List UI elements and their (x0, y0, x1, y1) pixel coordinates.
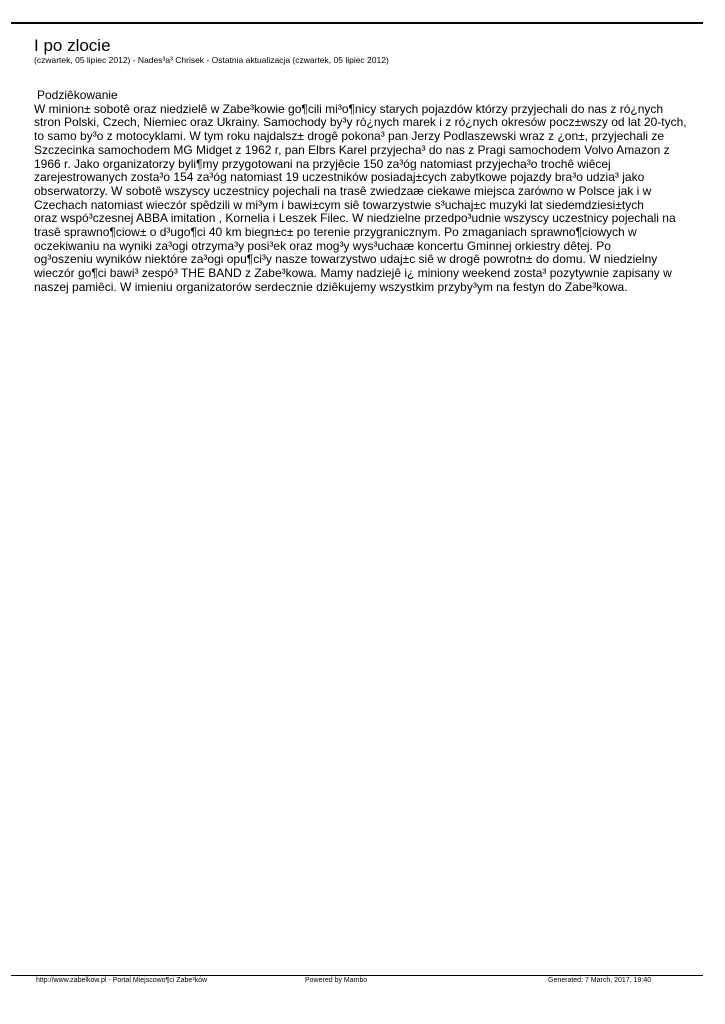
article-title: I po zlocie (34, 36, 111, 55)
header-divider (11, 22, 703, 24)
footer-powered-by: Powered by Mambo (305, 977, 368, 984)
footer-site-url: http://www.zabelkow.pl - Portal Miejscowo¶ci Zabe³ków (36, 977, 208, 984)
footer-divider (11, 975, 703, 976)
footer-generated-date: Generated: 7 March, 2017, 19:40 (548, 977, 652, 984)
article-body (34, 89, 706, 295)
article-meta: (czwartek, 05 lipiec 2012) - Nades³a³ Chrisek - Ostatnia aktualizacja (czwartek, 05 lipiec 2012) (34, 55, 389, 65)
article-heading: Podziêkowanie (37, 88, 118, 102)
article-paragraph: W minion± sobotê oraz niedzielê w Zabe³kowie go¶cili mi³o¶nicy starych pojazdów którzy przyjechali do nas z ró¿nych stron Polski, Czech, Niemiec oraz Ukrainy. Samochody by³y ró¿nych marek i z ró¿nych okresów pocz±wszy od lat 20-tych, to samo by³o z motocyklami. W tym roku najdalsz± drogê pokona³ pan Jerzy Podlaszewski wraz z ¿on±, przyjechali ze Szczecinka samochodem MG Midget z 1962 r, pan Elbrs Karel przyjecha³ do nas z Pragi samochodem Volvo Amazon z 1966 r. Jako organizatorzy byli¶my przygotowani na przyjêcie 150 za³óg natomiast przyjecha³o trochê wiêcej zarejestrowanych zosta³o 154 za³óg natomiast 19 uczestników posiadaj±cych zabytkowe pojazdy bra³o udzia³ jako obserwatorzy. W sobotê wszyscy uczestnicy pojechali na trasê zwiedzaæ ciekawe miejsca zarówno w Polsce jak i w Czechach natomiast wieczór spêdzili w mi³ym i bawi±cym siê towarzystwie s³uchaj±c muzyki lat siedemdziesi±tych oraz wspó³czesnej ABBA imitation , Kornelia i Leszek Filec. W niedzielne przedpo³udnie wszyscy uczestnicy pojechali na trasê sprawno¶ciow± o d³ugo¶ci 40 km biegn±c± po terenie przygranicznym. Po zmaganiach sprawno¶ciowych w oczekiwaniu na wyniki za³ogi otrzyma³y posi³ek oraz mog³y wys³uchaæ koncertu Gminnej orkiestry dêtej. Po og³oszeniu wyników niektóre za³ogi opu¶ci³y nasze towarzystwo udaj±c siê w drogê powrotn± do domu. W niedzielny wieczór go¶ci bawi³ zespó³ THE BAND z Zabe³kowa. Mamy nadziejê i¿ miniony weekend zosta³ pozytywnie zapisany w naszej pamiêci. W imieniu organizatorów serdecznie dziêkujemy wszystkim przyby³ym na festyn do Zabe³kowa. (34, 101, 687, 294)
